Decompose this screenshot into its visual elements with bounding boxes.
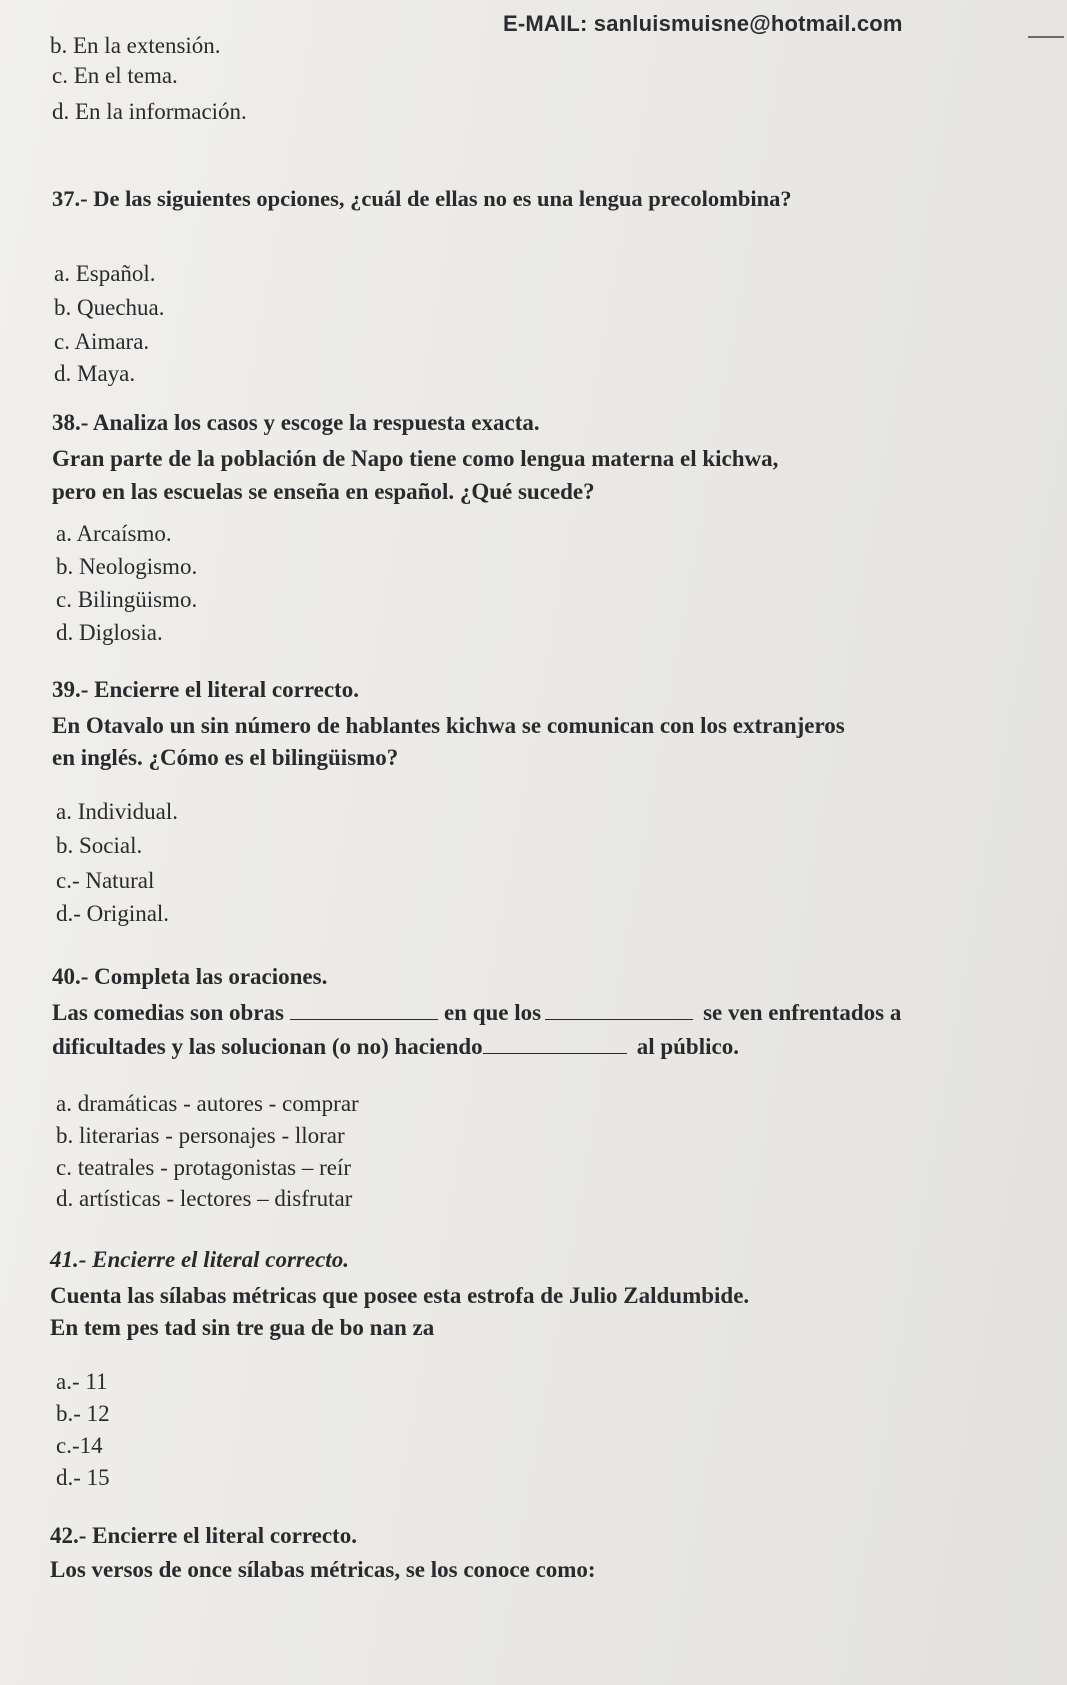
- question-41-body-1: Cuenta las sílabas métricas que posee esta estrofa de Julio Zaldumbide.: [50, 1283, 750, 1308]
- q40-text-2b: al público.: [636, 1034, 739, 1059]
- prev-option-b[interactable]: b. En la extensión.: [50, 33, 221, 58]
- q37-option-b[interactable]: b. Quechua.: [54, 295, 165, 320]
- q38-option-a[interactable]: a. Arcaísmo.: [56, 521, 172, 546]
- question-41-body-2: En tem pes tad sin tre gua de bo nan za: [50, 1315, 435, 1340]
- prev-option-c[interactable]: c. En el tema.: [52, 63, 178, 88]
- question-40-title: 40.- Completa las oraciones.: [52, 964, 328, 989]
- q41-option-d[interactable]: d.- 15: [56, 1465, 110, 1490]
- q40-blank-2[interactable]: [545, 1005, 693, 1020]
- question-38-title: 38.- Analiza los casos y escoge la respuesta exacta.: [52, 410, 540, 435]
- q38-option-b[interactable]: b. Neologismo.: [56, 554, 198, 579]
- q41-option-c[interactable]: c.-14: [56, 1433, 103, 1458]
- question-40-sentence-2: [52, 1035, 739, 1058]
- corner-mark: [1028, 36, 1064, 38]
- q37-option-a[interactable]: a. Español.: [54, 261, 156, 286]
- q39-option-c[interactable]: c.- Natural: [56, 868, 155, 893]
- question-39-title: 39.- Encierre el literal correcto.: [52, 677, 359, 702]
- q40-option-d[interactable]: d. artísticas - lectores – disfrutar: [56, 1186, 353, 1211]
- question-38-body-1: Gran parte de la población de Napo tiene como lengua materna el kichwa,: [52, 446, 779, 471]
- question-39-body-2: en inglés. ¿Cómo es el bilingüismo?: [52, 745, 399, 770]
- header-email: E-MAIL: sanluismuisne@hotmail.com: [503, 11, 903, 36]
- q40-blank-3[interactable]: [483, 1039, 627, 1054]
- question-39-body-1: En Otavalo un sin número de hablantes kichwa se comunican con los extranjeros: [52, 713, 845, 738]
- q38-option-d[interactable]: d. Diglosia.: [56, 620, 163, 645]
- q40-text-1b: en que los: [443, 1000, 542, 1025]
- question-42-title: 42.- Encierre el literal correcto.: [50, 1523, 357, 1548]
- question-41-title: 41.- Encierre el literal correcto.: [50, 1247, 349, 1272]
- q40-option-c[interactable]: c. teatrales - protagonistas – reír: [56, 1155, 352, 1180]
- question-38-body-2: pero en las escuelas se enseña en español. ¿Qué sucede?: [52, 479, 595, 504]
- q40-option-a[interactable]: a. dramáticas - autores - comprar: [56, 1091, 359, 1116]
- q41-option-a[interactable]: a.- 11: [56, 1369, 108, 1394]
- prev-option-d[interactable]: d. En la información.: [52, 99, 247, 124]
- q39-option-b[interactable]: b. Social.: [56, 833, 143, 858]
- q41-option-b[interactable]: b.- 12: [56, 1401, 110, 1426]
- question-42-body-1: Los versos de once sílabas métricas, se los conoce como:: [50, 1557, 596, 1582]
- q39-option-d[interactable]: d.- Original.: [56, 901, 170, 926]
- q40-option-b[interactable]: b. literarias - personajes - llorar: [56, 1123, 345, 1148]
- q38-option-c[interactable]: c. Bilingüismo.: [56, 587, 198, 612]
- q40-text-2a: dificultades y las solucionan (o no) haciendo: [52, 1034, 483, 1059]
- question-40-sentence-1: [52, 1001, 901, 1024]
- q37-option-c[interactable]: c. Aimara.: [54, 329, 150, 354]
- question-37-title: 37.- De las siguientes opciones, ¿cuál de ellas no es una lengua precolombina?: [52, 186, 792, 211]
- q39-option-a[interactable]: a. Individual.: [56, 799, 178, 824]
- q37-option-d[interactable]: d. Maya.: [54, 361, 136, 386]
- q40-blank-1[interactable]: [290, 1005, 438, 1020]
- q40-text-1a: Las comedias son obras: [52, 1000, 284, 1025]
- q40-text-1c: se ven enfrentados a: [703, 1000, 902, 1025]
